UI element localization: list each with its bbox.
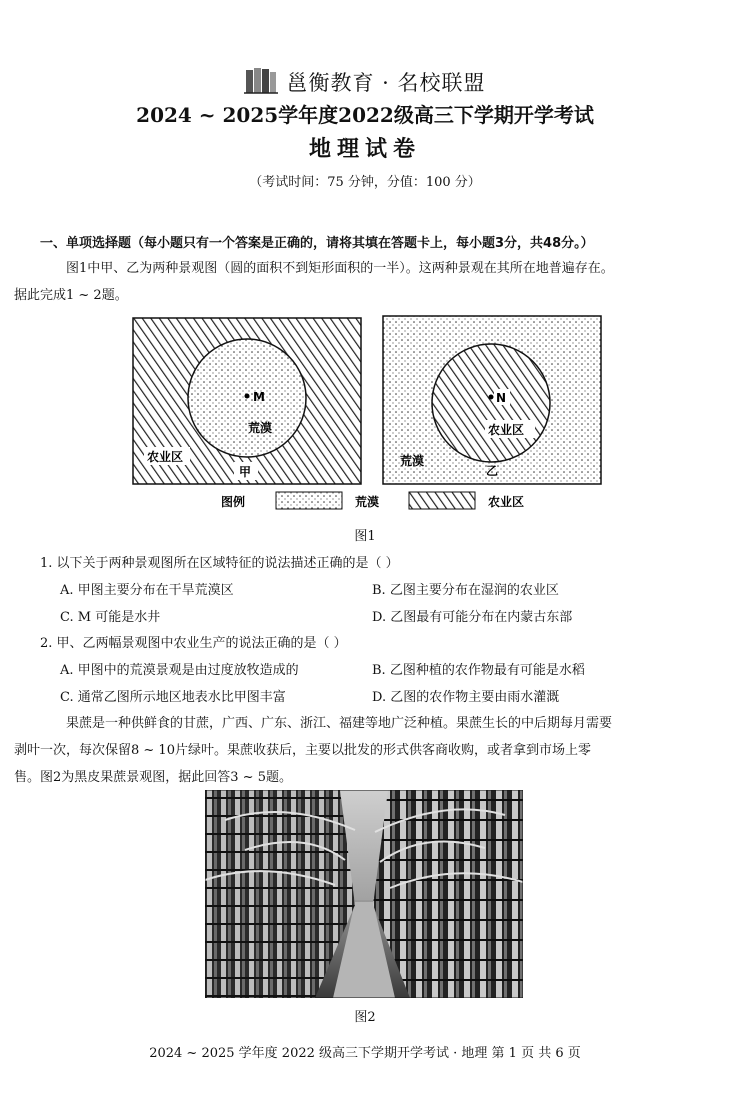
- subject-title: 地理试卷: [308, 136, 421, 162]
- question-1-option-b[interactable]: B. 乙图主要分布在湿润的农业区: [372, 583, 559, 598]
- passage-2-line1: 果蔗是一种供鲜食的甘蔗，广西、广东、浙江、福建等地广泛种植。果蔗生长的中后期每月需要: [66, 716, 613, 731]
- legend-agri-swatch: [409, 492, 475, 509]
- passage-2: [14, 710, 696, 791]
- exam-title: 2024 ~ 2025学年度2022级高三下学期开学考试: [136, 103, 594, 127]
- yi-name: 乙: [486, 464, 499, 478]
- question-1-stem: 1. 以下关于两种景观图所在区域特征的说法描述正确的是（ ）: [40, 556, 399, 571]
- yi-desert-label: 荒漠: [400, 454, 425, 468]
- intro-paragraph: [14, 255, 696, 309]
- question-2-option-b[interactable]: B. 乙图种植的农作物最有可能是水稻: [372, 663, 585, 678]
- intro-line1: 图1中甲、乙为两种景观图（圆的面积不到矩形面积的一半）。这两种景观在其所在地普遍存在。: [66, 261, 614, 276]
- yi-agri-circle: [432, 344, 550, 462]
- point-n-marker: [489, 395, 494, 400]
- jia-name: 甲: [239, 465, 252, 479]
- figure-2-sugarcane-photo: [205, 790, 523, 998]
- legend-title: 图例: [221, 495, 246, 509]
- page-footer: 2024 ~ 2025 学年度 2022 级高三下学期开学考试 · 地理 第 1 页 共 6 页: [149, 1046, 581, 1061]
- books-logo-icon: [244, 66, 278, 99]
- legend-agri-label: 农业区: [488, 495, 525, 509]
- legend-desert-swatch: [276, 492, 342, 509]
- jia-agri-label: 农业区: [147, 450, 184, 464]
- question-1-option-d[interactable]: D. 乙图最有可能分布在内蒙古东部: [372, 610, 573, 625]
- point-m-label: M: [253, 390, 265, 404]
- question-2-stem: 2. 甲、乙两幅景观图中农业生产的说法正确的是（ ）: [40, 636, 347, 651]
- figure-1: [130, 314, 606, 514]
- legend-desert-label: 荒漠: [355, 495, 380, 509]
- question-1-option-a[interactable]: A. 甲图主要分布在干旱荒漠区: [60, 583, 234, 598]
- figure-2-caption: 图2: [354, 1010, 376, 1025]
- passage-2-line3: 售。图2为黑皮果蔗景观图，据此回答3 ~ 5题。: [14, 770, 292, 785]
- figure-1-legend: [221, 492, 524, 509]
- section-title: 一、单项选择题（每小题只有一个答案是正确的，请将其填在答题卡上，每小题3分，共48分。）: [40, 236, 594, 251]
- intro-line2: 据此完成1 ~ 2题。: [14, 288, 128, 303]
- question-2-option-a[interactable]: A. 甲图中的荒漠景观是由过度放牧造成的: [60, 663, 299, 678]
- point-m-marker: [245, 394, 250, 399]
- question-1-option-c[interactable]: C. M 可能是水井: [60, 610, 161, 625]
- landscape-yi: [383, 316, 601, 484]
- passage-2-line2: 剥叶一次，每次保留8 ~ 10片绿叶。果蔗收获后，主要以批发的形式供客商收购，或者拿到市场上零: [14, 743, 591, 758]
- point-n-label: N: [496, 391, 507, 405]
- landscape-jia: [133, 318, 361, 484]
- figure-1-caption: 图1: [354, 529, 376, 544]
- yi-agri-label: 农业区: [488, 423, 525, 437]
- question-2-option-d[interactable]: D. 乙图的农作物主要由雨水灌溉: [372, 690, 560, 705]
- jia-desert-label: 荒漠: [248, 421, 273, 435]
- exam-info: （考试时间：75 分钟，分值：100 分）: [249, 175, 481, 190]
- question-2-option-c[interactable]: C. 通常乙图所示地区地表水比甲图丰富: [60, 690, 286, 705]
- brand-text: 邕衡教育 · 名校联盟: [286, 71, 486, 95]
- brand-header: [0, 66, 730, 99]
